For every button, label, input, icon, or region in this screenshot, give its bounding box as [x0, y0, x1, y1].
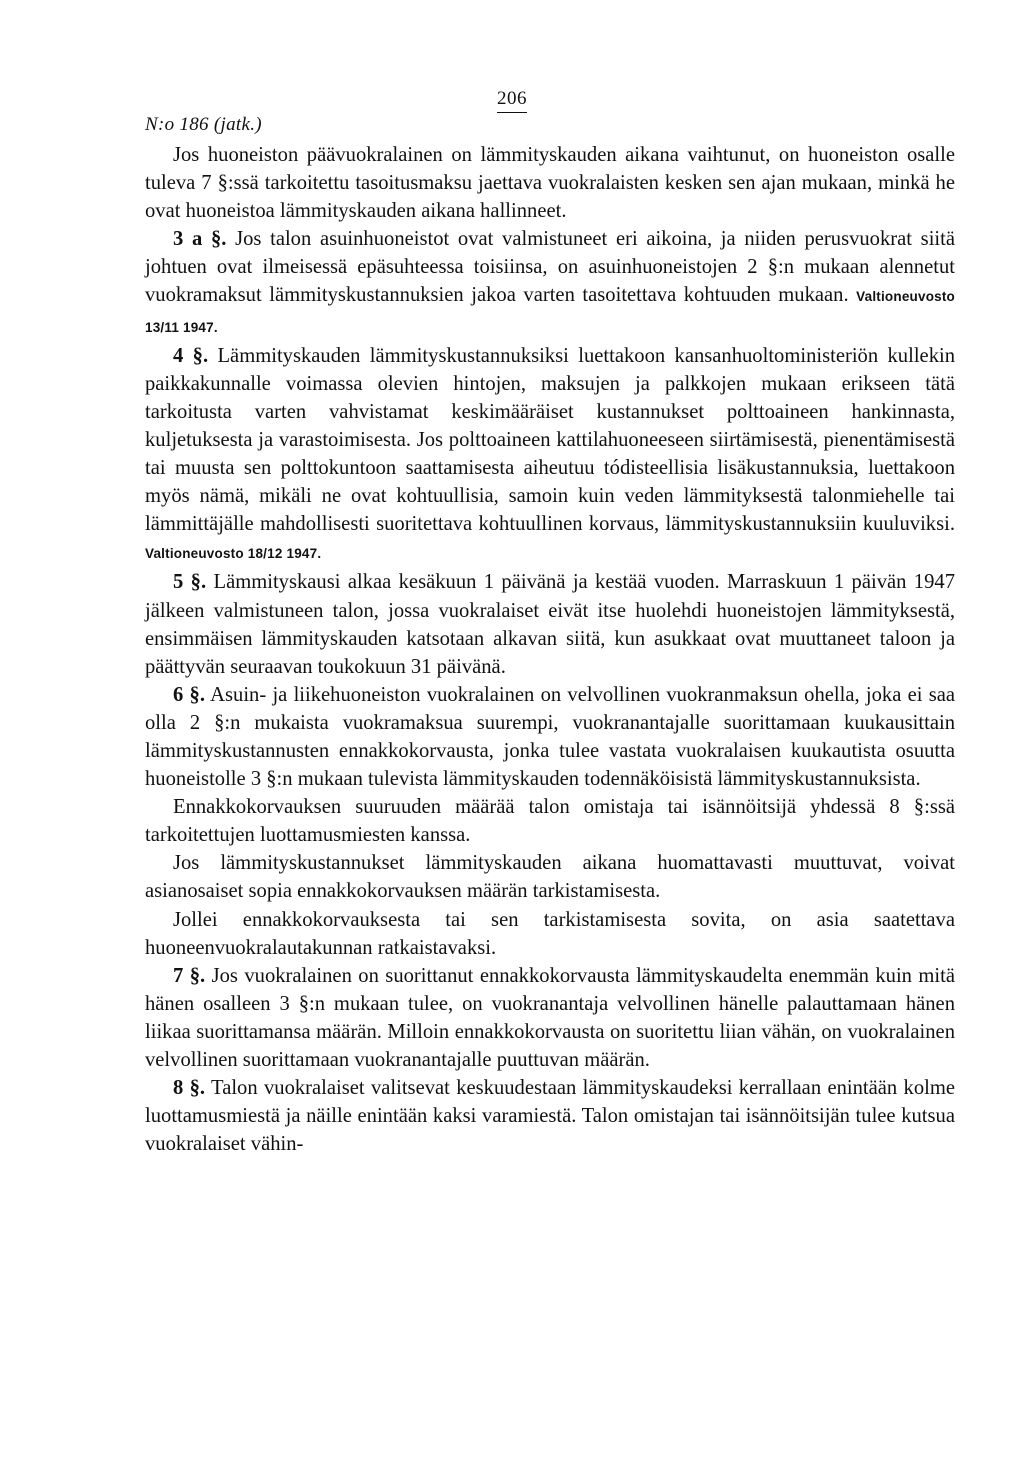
section-number: 4 §. — [173, 344, 209, 367]
section-number: 5 §. — [173, 571, 207, 594]
paragraph-text: Asuin- ja liikehuoneiston vuokralainen on velvollinen vuokranmaksun ohella, joka ei saa olla 2 §:n mukaista vuokramaksua suurempi, vuokranantajalle suorittamaan kuukausittain lämmityskustannusten ennakkokorvausta, jonka tulee vastata vuokralaisen kuukautista osuutta huoneistolle 3 §:n mukaan tulevista lämmityskauden todennäköisistä lämmityskustannuksista. — [145, 683, 956, 791]
paragraph-text: Jos vuokralainen on suorittanut ennakkokorvausta lämmityskaudelta enemmän kuin mitä hänen osalleen 3 §:n mukaan tulee, on vuokranantaja velvollinen hänelle palauttamaan hänen liikaa suorittamansa määrän. Milloin ennakkokorvausta on suoritettu liian vähän, on vuokralainen velvollinen suorittamaan vuokranantajalle puuttuvan määrän. — [145, 964, 956, 1071]
paragraph-text: Jos lämmityskustannukset lämmityskauden aikana huomattavasti muuttuvat, voivat asianosaiset sopia ennakkokorvauksen määrän tarkistamisesta. — [145, 852, 955, 903]
section-number: 7 §. — [173, 964, 206, 987]
paragraph-text: Talon vuokralaiset valitsevat keskuudestaan lämmityskaudeksi kerrallaan enintään kolme luottamusmiestä ja näille enintään kaksi varamiestä. Talon omistajan tai isännöitsijän tulee kutsua vuokralaiset vähin- — [145, 1077, 956, 1156]
paragraph-text: Jos talon asuinhuoneistot ovat valmistuneet eri aikoina, ja niiden perusvuokrat siitä johtuen ovat ilmeisessä epäsuhteessa toisiinsa, on asuinhuoneistojen 2 §:n mukaan alennetut vuokramaksut lämmityskustannuksien jakoa varten tasoitettava kohtuuden mukaan. — [145, 228, 955, 307]
section-number: 8 §. — [173, 1077, 206, 1100]
page-number: 206 — [497, 88, 527, 113]
paragraph-text: Ennakkokorvauksen suuruuden määrää talon omistaja tai isännöitsijä yhdessä 8 §:ssä tarkoitettujen luottamusmiesten kanssa. — [145, 796, 955, 847]
paragraph-section-4 — [145, 342, 955, 569]
paragraph-section-7 — [145, 962, 955, 1074]
paragraph-section-6-2 — [145, 793, 955, 849]
paragraph-section-8 — [145, 1074, 955, 1158]
paragraph-section-6-3 — [145, 849, 955, 905]
running-head: N:o 186 (jatk.) — [145, 114, 262, 135]
paragraph-text: Lämmityskausi alkaa kesäkuun 1 päivänä ja kestää vuoden. Marraskuun 1 päivän 1947 jälkeen valmistuneen talon, jossa vuokralaiset eivät itse huolehdi huoneistojen lämmityksestä, ensimmäisen lämmityskauden katsotaan alkavan siitä, kun asukkaat ovat muuttaneet taloon ja päättyvän seuraavan toukokuun 31 päivänä. — [145, 571, 955, 678]
paragraph-text: Jollei ennakkokorvauksesta tai sen tarkistamisesta sovita, on asia saatettava huoneenvuokralautakunnan ratkaistavaksi. — [145, 908, 955, 959]
paragraph-text: Lämmityskauden lämmityskustannuksiksi luettakoon kansanhuoltoministeriön kullekin paikkakunnalle voimassa olevien hintojen, maksujen ja palkkojen mukaan erikseen tätä tarkoitusta varten vahvistamat keskimääräiset kustannukset polttoaineen hankinnasta, kuljetuksesta ja varastoimisesta. Jos polttoaineen kattilahuoneeseen siirtämisestä, pienentämisestä tai muusta sen polttokuntoon saattamisesta aiheutuu tódisteellisia lisäkustannuksia, luettakoon myös nämä, mikäli ne ovat kohtuullisia, samoin kuin veden lämmityksestä talonmiehelle tai lämmittäjälle mahdollisesti suoritettava kohtuullinen korvaus, lämmityskustannuksiin kuuluviksi. — [145, 344, 956, 536]
text-column — [145, 141, 955, 1158]
decree-reference: Valtioneuvosto 13/11 1947. — [145, 289, 955, 335]
paragraph-1 — [145, 141, 955, 225]
paragraph-section-5 — [145, 568, 955, 680]
section-number: 3 a §. — [173, 228, 227, 251]
section-number: 6 §. — [173, 683, 206, 706]
paragraph-section-6 — [145, 681, 955, 793]
page-header — [145, 82, 955, 142]
paragraph-section-6-4 — [145, 906, 955, 962]
paragraph-text: Jos huoneiston päävuokralainen on lämmityskauden aikana vaihtunut, on huoneiston osalle tuleva 7 §:ssä tarkoitettu tasoitusmaksu jaettava vuokralaisten kesken sen ajan mukaan, minkä he ovat huoneistoa lämmityskauden aikana hallinneet. — [145, 144, 955, 223]
decree-reference: Valtioneuvosto 18/12 1947. — [145, 546, 322, 562]
paragraph-section-3a — [145, 225, 955, 341]
